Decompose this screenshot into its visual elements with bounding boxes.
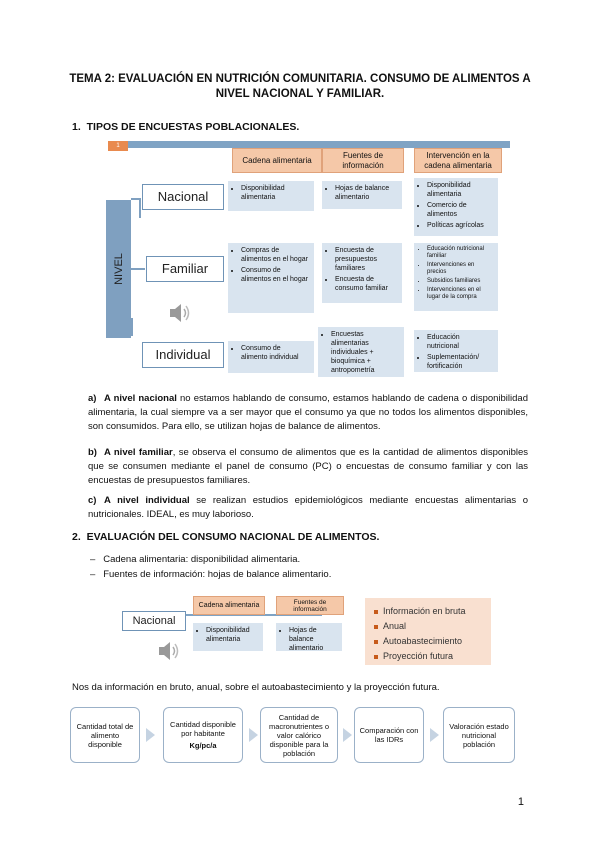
cell-familiar-fuentes	[322, 243, 402, 303]
level-individual: Individual	[142, 342, 224, 368]
figure2-header-cadena: Cadena alimentaria	[193, 596, 265, 615]
figure2-level-nacional: Nacional	[122, 611, 186, 631]
list-item: • Intervenciones en el lugar de la compra	[427, 287, 493, 301]
list-item: • Compras de alimentos en el hogar	[241, 246, 309, 264]
summary-text: Nos da información en bruto, anual, sobre el autoabastecimiento y la proyección futura.	[72, 682, 440, 693]
list-item: • Educación nutricional familiar	[427, 246, 493, 260]
cell-familiar-intervencion	[414, 243, 498, 311]
flow-step-2-unit: Kg/pc/a	[189, 741, 217, 750]
flow-step-2-text: Cantidad disponible por habitante	[170, 720, 236, 738]
figure2-info-box	[365, 598, 491, 665]
page-title: TEMA 2: EVALUACIÓN EN NUTRICIÓN COMUNITARIA. CONSUMO DE ALIMENTOS A NIVEL NACIONAL Y FAMILIAR.	[69, 73, 531, 100]
level-familiar: Familiar	[146, 256, 224, 282]
list-item: • Políticas agrícolas	[427, 221, 493, 230]
figure1-top-bar	[108, 141, 510, 148]
cell-nacional-cadena	[228, 181, 314, 211]
item-a-bold: A nivel nacional	[104, 393, 177, 404]
arrow-icon	[430, 728, 439, 742]
figure2-header-fuentes: Fuentes de información	[276, 596, 344, 615]
section-1-number: 1.	[72, 121, 81, 133]
list-item: • Disponibilidad alimentaria	[427, 181, 493, 199]
section-2-title: EVALUACIÓN DEL CONSUMO NACIONAL DE ALIMENTOS.	[86, 531, 380, 543]
list-item: • Subsidios familiares	[427, 278, 493, 285]
item-c-label: c)	[88, 495, 97, 506]
speaker-icon[interactable]	[168, 300, 192, 326]
list-item: • Intervenciones en precios	[427, 262, 493, 276]
list-item: • Encuestas alimentarias individuales + bioquímica + antropometría	[331, 330, 399, 375]
list-item: • Consumo de alimento individual	[241, 344, 309, 362]
list-item: • Disponibilidad alimentaria	[241, 184, 309, 202]
header-intervencion: Intervención en la cadena alimentaria	[414, 148, 502, 173]
item-b-bold: A nivel familiar	[104, 447, 173, 458]
info-item: Anual	[383, 619, 491, 634]
item-c-text: se realizan estudios epidemiológicos mediante encuestas alimentarias o nutricionales. IDEAL, es muy laborioso.	[88, 495, 528, 520]
flow-step-3: Cantidad de macronutrientes o valor calórico disponible para la población	[260, 707, 338, 763]
cell-individual-cadena	[228, 341, 314, 373]
speaker-icon[interactable]	[157, 638, 181, 664]
flow-step-1: Cantidad total de alimento disponible	[70, 707, 140, 763]
figure2-cell-cadena	[193, 623, 263, 651]
cell-nacional-intervencion	[414, 178, 498, 236]
item-a	[88, 392, 528, 434]
item-b	[88, 446, 528, 488]
cell-nacional-fuentes	[322, 181, 402, 209]
cell-familiar-cadena	[228, 243, 314, 313]
section-1-heading	[72, 121, 299, 133]
figure1-tag: 1	[108, 141, 128, 151]
level-nacional: Nacional	[142, 184, 224, 210]
connector-line	[131, 318, 133, 336]
connector-line	[131, 268, 145, 270]
item-c	[88, 494, 528, 522]
section-2-bullet: – Fuentes de información: hojas de balance alimentario.	[90, 569, 332, 580]
flow-step-2	[163, 707, 243, 763]
list-item: • Comercio de alimentos	[427, 201, 493, 219]
section-2-number: 2.	[72, 531, 81, 543]
arrow-icon	[343, 728, 352, 742]
item-b-label: b)	[88, 447, 97, 458]
list-item: • Hojas de balance alimentario	[335, 184, 397, 202]
list-item: • Suplementación/ fortificación	[427, 353, 493, 371]
header-fuentes: Fuentes de información	[322, 148, 404, 173]
bullet-text: Fuentes de información: hojas de balance alimentario.	[103, 569, 332, 580]
connector-line	[139, 198, 141, 218]
info-item: Autoabastecimiento	[383, 634, 491, 649]
info-item: Proyección futura	[383, 649, 491, 664]
list-item: • Consumo de alimentos en el hogar	[241, 266, 309, 284]
list-item: • Disponibilidad alimentaria	[206, 626, 258, 644]
item-b-text: , se observa el consumo de alimentos que es la cantidad de alimentos disponibles que se consumen mediante el panel de consumo (PC) o encuestas de consumo familiar y con las encuestas de presupuestos familiares.	[88, 447, 529, 486]
list-item: • Hojas de balance alimentario	[289, 626, 337, 653]
list-item: • Encuesta de presupuestos familiares	[335, 246, 397, 273]
item-a-label: a)	[88, 393, 97, 404]
figure2-cell-fuentes	[276, 623, 342, 651]
cell-individual-fuentes	[318, 327, 404, 377]
page-number: 1	[517, 796, 524, 808]
flow-step-5: Valoración estado nutricional población	[443, 707, 515, 763]
list-item: • Encuesta de consumo familiar	[335, 275, 397, 293]
flow-step-4: Comparación con las IDRs	[354, 707, 424, 763]
section-1-title: TIPOS DE ENCUESTAS POBLACIONALES.	[86, 121, 300, 133]
nivel-bar	[106, 200, 131, 338]
arrow-icon	[146, 728, 155, 742]
item-c-bold: A nivel individual	[104, 495, 190, 506]
section-2-heading	[72, 531, 379, 543]
info-item: Información en bruta	[383, 604, 491, 619]
item-a-text: no estamos hablando de consumo, estamos hablando de cadena o disponibilidad alimentaria, la cual siempre va a ser mayor que el consumo ya que no todos los alimentos disponibles, son consumidos. Para ello, se utilizan hojas de balance de alimentos.	[88, 393, 528, 432]
bullet-text: Cadena alimentaria: disponibilidad alimentaria.	[103, 554, 301, 565]
section-2-bullet: – Cadena alimentaria: disponibilidad alimentaria.	[90, 554, 301, 565]
cell-individual-intervencion	[414, 330, 498, 372]
nivel-label: NIVEL	[112, 253, 125, 285]
header-cadena: Cadena alimentaria	[232, 148, 322, 173]
arrow-icon	[249, 728, 258, 742]
list-item: • Educación nutricional	[427, 333, 493, 351]
